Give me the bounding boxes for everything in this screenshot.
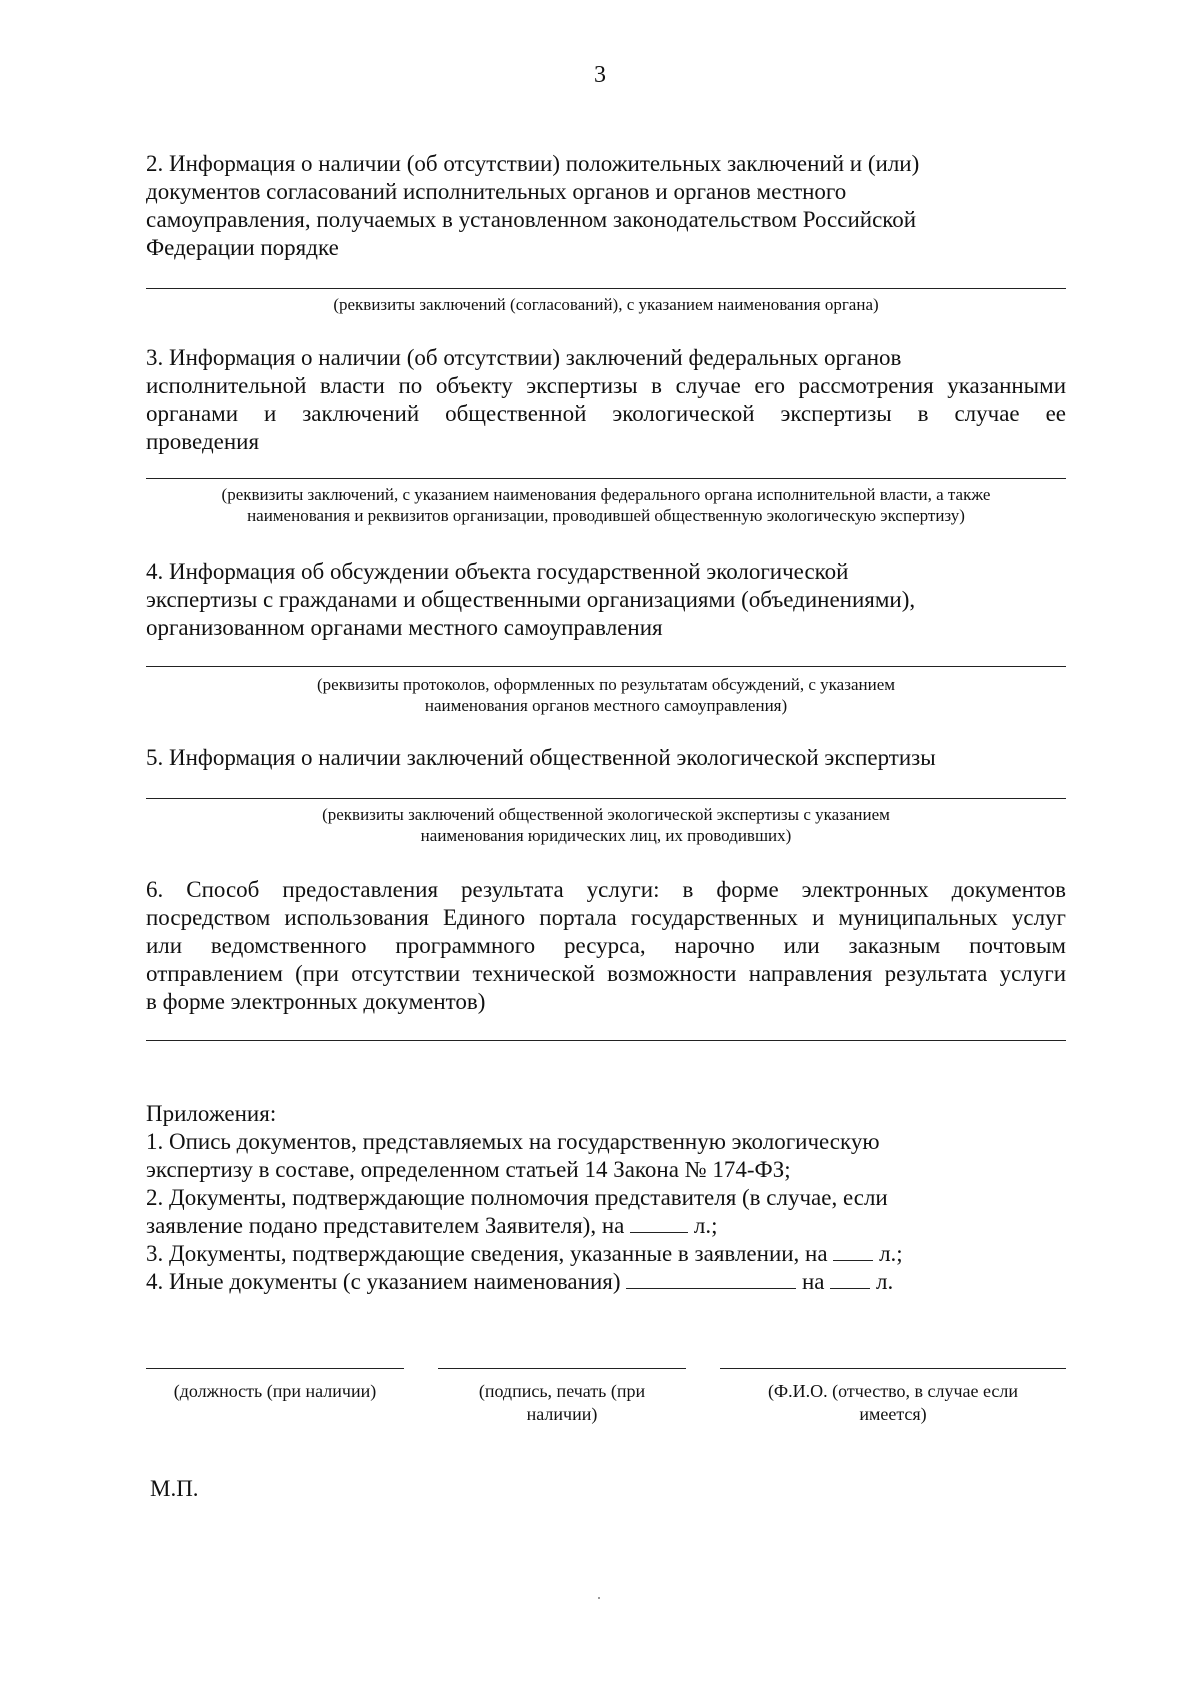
page-number: 3 xyxy=(594,62,606,88)
stamp-label: М.П. xyxy=(150,1476,199,1501)
section-3-text xyxy=(146,344,1066,456)
text-line: органами и заключений общественной экологической экспертизы в случае ее xyxy=(146,401,1066,426)
caption-line: (подпись, печать (при xyxy=(478,1381,646,1401)
section-3-caption xyxy=(146,484,1066,526)
blank-line xyxy=(626,1268,796,1289)
signature-line xyxy=(438,1368,686,1369)
text-line: 1. Опись документов, представляемых на государственную экологическую xyxy=(146,1129,880,1154)
fill-line xyxy=(146,798,1066,799)
caption-line: (реквизиты заключений общественной экологической экспертизы с указанием xyxy=(322,805,890,824)
caption-line: (реквизиты протоколов, оформленных по результатам обсуждений, с указанием xyxy=(317,675,895,694)
text-line: в форме электронных документов) xyxy=(146,989,486,1014)
text-line: экспертизу в составе, определенном статьей 14 Закона № 174-ФЗ; xyxy=(146,1157,791,1182)
text-line xyxy=(146,1268,1066,1296)
fill-line xyxy=(146,478,1066,479)
caption-line: (реквизиты заключений, с указанием наименования федерального органа исполнительной власти, а также xyxy=(221,485,991,504)
text-fragment: л.; xyxy=(879,1241,903,1266)
position-caption: (должность (при наличии) xyxy=(173,1381,377,1401)
fill-line xyxy=(146,288,1066,289)
caption-line: наименования и реквизитов организации, проводившей общественную экологическую экспертизу) xyxy=(247,506,965,525)
text-line: 6. Способ предоставления результата услуги: в форме электронных документов xyxy=(146,877,1066,902)
section-2-caption: (реквизиты заключений (согласований), с указанием наименования органа) xyxy=(333,295,879,314)
blank-line xyxy=(830,1268,870,1289)
section-4-caption xyxy=(146,674,1066,716)
text-line: исполнительной власти по объекту экспертизы в случае его рассмотрения указанными xyxy=(146,373,1066,398)
text-line: самоуправления, получаемых в установленном законодательством Российской xyxy=(146,207,917,232)
caption-line: наличии) xyxy=(526,1404,598,1424)
text-line: или ведомственного программного ресурса, нарочно или заказным почтовым xyxy=(146,933,1066,958)
text-line: отправлением (при отсутствии технической возможности направления результата услуги xyxy=(146,961,1066,986)
section-2-text xyxy=(146,150,1066,262)
blank-line xyxy=(833,1240,873,1261)
text-line: 4. Информация об обсуждении объекта государственной экологической xyxy=(146,559,849,584)
attachments-title: Приложения: xyxy=(146,1101,277,1126)
text-line: 2. Информация о наличии (об отсутствии) положительных заключений и (или) xyxy=(146,151,920,176)
text-fragment: 4. Иные документы (с указанием наименования) xyxy=(146,1269,621,1294)
caption-line: (Ф.И.О. (отчество, в случае если xyxy=(767,1381,1019,1401)
text-fragment: на xyxy=(802,1269,825,1294)
text-line: посредством использования Единого портала государственных и муниципальных услуг xyxy=(146,905,1066,930)
text-fragment: 3. Документы, подтверждающие сведения, указанные в заявлении, на xyxy=(146,1241,828,1266)
caption-line: наименования органов местного самоуправления) xyxy=(424,696,788,715)
caption-line: наименования юридических лиц, их проводивших) xyxy=(420,826,792,845)
text-line: 5. Информация о наличии заключений общественной экологической экспертизы xyxy=(146,745,936,770)
text-fragment: заявление подано представителем Заявителя), на xyxy=(146,1213,625,1238)
text-line: 2. Документы, подтверждающие полномочия представителя (в случае, если xyxy=(146,1185,888,1210)
fill-line xyxy=(146,1040,1066,1041)
text-line: документов согласований исполнительных органов и органов местного xyxy=(146,179,847,204)
fill-line xyxy=(146,666,1066,667)
caption-line: имеется) xyxy=(859,1404,927,1424)
name-caption xyxy=(720,1380,1066,1426)
blank-line xyxy=(630,1212,688,1233)
text-line: Федерации порядке xyxy=(146,235,339,260)
section-5-text xyxy=(146,744,1066,772)
text-line: экспертизы с гражданами и общественными организациями (объединениями), xyxy=(146,587,916,612)
signature-caption xyxy=(438,1380,686,1426)
text-line: организованном органами местного самоуправления xyxy=(146,615,663,640)
section-6-text xyxy=(146,876,1066,1016)
name-line xyxy=(720,1368,1066,1369)
text-fragment: л.; xyxy=(693,1213,718,1238)
position-line xyxy=(146,1368,404,1369)
text-line xyxy=(146,1240,1066,1268)
section-4-text xyxy=(146,558,1066,642)
text-line: 3. Информация о наличии (об отсутствии) заключений федеральных органов xyxy=(146,345,902,370)
attachments-block xyxy=(146,1100,1066,1296)
scan-speck xyxy=(598,1597,600,1599)
text-line: проведения xyxy=(146,429,260,454)
section-5-caption xyxy=(146,804,1066,846)
text-fragment: л. xyxy=(876,1269,894,1294)
text-line xyxy=(146,1212,1066,1240)
